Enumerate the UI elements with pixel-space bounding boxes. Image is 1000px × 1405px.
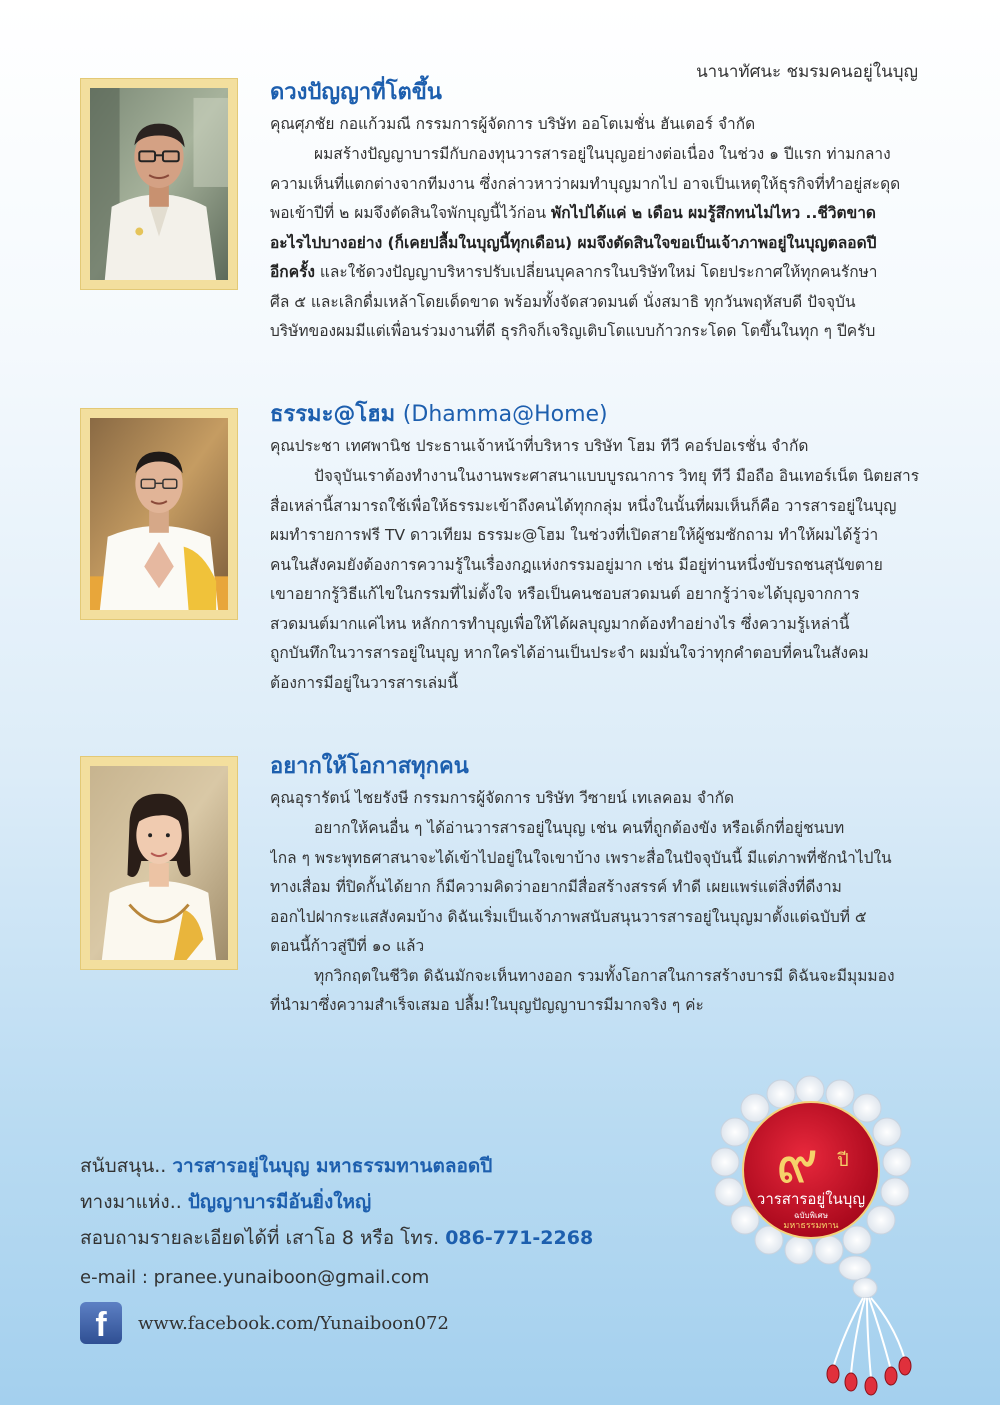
section-1-line-1: ผมสร้างปัญญาบารมีกับกองทุนวารสารอยู่ในบุญอย่างต่อเนื่อง ในช่วง ๑ ปีแรก ท่ามกลาง: [314, 145, 891, 163]
photo-frame-2: [80, 408, 238, 620]
badge-sub: ฉบับพิเศษ: [794, 1211, 828, 1220]
section-2-title-thai: ธรรมะ@โฮม: [270, 402, 396, 427]
badge-sub2: มหาธรรมทาน: [783, 1221, 839, 1231]
section-3-line-3: ทางเสื่อม ที่ปิดกั้นได้ยาก ก็มีความคิดว่าอยากมีสื่อสร้างสรรค์ ทำดี เผยแพร่แต่สิ่งที่ดีงาม: [270, 878, 842, 896]
section-2-body: [270, 462, 920, 698]
section-3-body: [270, 814, 920, 1021]
section-3-title: อยากให้โอกาสทุกคน: [270, 754, 469, 779]
portrait-photo-3: [90, 766, 228, 960]
way-prefix: ทางมาแห่ง..: [80, 1191, 182, 1213]
section-2-title: [270, 400, 920, 430]
section-1-line-6: ศีล ๕ และเลิกดื่มเหล้าโดยเด็ดขาด พร้อมทั้งจัดสวดมนต์ นั่งสมาธิ ทุกวันพฤหัสบดี ปัจจุบัน: [270, 292, 856, 311]
section-1-line-7: บริษัทของผมมีแต่เพื่อนร่วมงานที่ดี ธุรกิจก็เจริญเติบโตแบบก้าวกระโดด โตขึ้นในทุก ๆ ปีครับ: [270, 322, 876, 340]
section-2-line-7: ถูกบันทึกในวารสารอยู่ในบุญ หากใครได้อ่านเป็นประจำ ผมมั่นใจว่าทุกคำตอบที่คนในสังคม: [270, 644, 869, 662]
footer: [80, 1148, 593, 1344]
section-1-line-2: ความเห็นที่แตกต่างจากทีมงาน ซึ่งกล่าวหาว่าผมทำบุญมากไป อาจเป็นเหตุให้ธุรกิจที่ทำอยู่สะดุด: [270, 174, 901, 193]
photo-frame-1: [80, 78, 238, 290]
section-2-line-4: คนในสังคมยังต้องการความรู้ในเรื่องกฎแห่งกรรมอยู่มาก เช่น มีอยู่ท่านหนึ่งขับรถชนสุนัขตาย: [270, 555, 883, 574]
facebook-icon[interactable]: f: [80, 1302, 122, 1344]
section-3-line-5: ตอนนี้ก้าวสู่ปีที่ ๑๐ แล้ว: [270, 937, 425, 955]
section-1-byline: คุณศุภชัย กอแก้วมณี กรรมการผู้จัดการ บริษัท ออโตเมชั่น ฮันเตอร์ จำกัด: [270, 115, 756, 133]
facebook-row[interactable]: [80, 1302, 593, 1344]
section-1-body: [270, 140, 920, 347]
section-3-line-7: ที่นำมาซึ่งความสำเร็จเสมอ ปลื้ม!ในบุญปัญญาบารมีมากจริง ๆ ค่ะ: [270, 996, 704, 1014]
section-2-line-5: เขาอยากรู้วิธีแก้ไขในกรรมที่ไม่ตั้งใจ หรือเป็นคนชอบสวดมนต์ อยากรู้ว่าจะได้บุญจากการ: [270, 585, 860, 603]
way-line: [80, 1184, 593, 1220]
garland-graphic: [705, 1070, 915, 1400]
section-2-line-1: ปัจจุบันเราต้องทำงานในงานพระศาสนาแบบบูรณาการ วิทยุ ทีวี มือถือ อินเทอร์เน็ต นิตยสาร: [314, 467, 920, 485]
badge-number: ๙: [775, 1128, 819, 1196]
section-1-line-3-bold: พักไปได้แค่ ๒ เดือน ผมรู้สึกทนไม่ไหว ..ชีวิตขาด: [551, 204, 876, 222]
section-3-line-1: อยากให้คนอื่น ๆ ได้อ่านวารสารอยู่ในบุญ เช่น คนที่ถูกต้องขัง หรือเด็กที่อยู่ชนบท: [314, 819, 845, 837]
section-1-line-4: [270, 229, 920, 259]
facebook-url[interactable]: www.facebook.com/Yunaiboon072: [138, 1312, 449, 1334]
portrait-photo-1: [90, 88, 228, 280]
way-text: ปัญญาบารมีอันยิ่งใหญ่: [187, 1191, 372, 1213]
section-1-line-4-bold: อะไรไปบางอย่าง (ก็เคยปลื้มในบุญนี้ทุกเดือน) ผมจึงตัดสินใจขอเป็นเจ้าภาพอยู่ในบุญตลอดปี: [270, 233, 877, 252]
anniversary-badge: [705, 1070, 915, 1400]
section-3-line-2: ไกล ๆ พระพุทธศาสนาจะได้เข้าไปอยู่ในใจเขาบ้าง เพราะสื่อในปัจจุบันนี้ มีแต่ภาพที่ชักนำไปใน: [270, 848, 892, 867]
section-2-title-latin: (Dhamma@Home): [402, 402, 608, 427]
support-line: [80, 1148, 593, 1184]
section-2: [270, 400, 920, 698]
contact-prefix: สอบถามรายละเอียดได้ที่ เสาโอ 8 หรือ โทร.: [80, 1227, 440, 1249]
section-3: [270, 752, 920, 1021]
section-2-line-3: ผมทำรายการฟรี TV ดาวเทียม ธรรมะ@โฮม ในช่วงที่เปิดสายให้ผู้ชมซักถาม ทำให้ผมได้รู้ว่า: [270, 526, 879, 544]
section-3-line-4: ออกไปฝากระแสสังคมบ้าง ดิฉันเริ่มเป็นเจ้าภาพสนับสนุนวารสารอยู่ในบุญมาตั้งแต่ฉบับที่ ๕: [270, 907, 867, 926]
section-1-line-5-text: และใช้ดวงปัญญาบริหารปรับเปลี่ยนบุคลากรในบริษัทใหม่ โดยประกาศให้ทุกคนรักษา: [319, 263, 878, 281]
support-prefix: สนับสนุน..: [80, 1155, 167, 1177]
section-2-byline: คุณประชา เทศพานิช ประธานเจ้าหน้าที่บริหาร บริษัท โฮม ทีวี คอร์ปอเรชั่น จำกัด: [270, 437, 809, 455]
section-2-line-2: สื่อเหล่านี้สามารถใช้เพื่อให้ธรรมะเข้าถึงคนได้ทุกกลุ่ม หนึ่งในนั้นที่ผมเห็นก็คือ วารสารอยู่ในบุญ: [270, 496, 897, 515]
section-2-line-6: สวดมนต์มากแค่ไหน หลักการทำบุญเพื่อให้ได้ผลบุญมากต้องทำอย่างไร ซึ่งความรู้เหล่านี้: [270, 614, 850, 633]
section-1-line-5: [270, 258, 920, 288]
section-1-line-3: [270, 199, 920, 229]
section-3-line-6: ทุกวิกฤตในชีวิต ดิฉันมักจะเห็นทางออก รวมทั้งโอกาสในการสร้างบารมี ดิฉันจะมีมุมมอง: [314, 966, 895, 985]
contact-line: [80, 1220, 593, 1256]
section-1-title: ดวงปัญญาที่โตขึ้น: [270, 80, 442, 105]
portrait-photo-2: [90, 418, 228, 610]
section-2-line-8: ต้องการมีอยู่ในวารสารเล่มนี้: [270, 673, 458, 692]
section-1-line-5-bold: อีกครั้ง: [270, 263, 315, 281]
photo-frame-3: [80, 756, 238, 970]
section-1: [270, 78, 920, 347]
section-3-byline: คุณอุรารัตน์ ไชยรังษี กรรมการผู้จัดการ บริษัท วีซายน์ เทเลคอม จำกัด: [270, 789, 735, 807]
support-text: วารสารอยู่ในบุญ มหาธรรมทานตลอดปี: [172, 1155, 493, 1177]
badge-suffix: ปี: [837, 1150, 849, 1171]
email-line[interactable]: e-mail : pranee.yunaiboon@gmail.com: [80, 1267, 430, 1288]
badge-name: วารสารอยู่ในบุญ: [756, 1190, 866, 1208]
header-note: นานาทัศนะ ชมรมคนอยู่ในบุญ: [696, 62, 918, 82]
section-1-line-3-text: พอเข้าปีที่ ๒ ผมจึงตัดสินใจพักบุญนี้ไว้ก่อน: [270, 204, 547, 222]
phone-number[interactable]: 086-771-2268: [445, 1227, 594, 1249]
